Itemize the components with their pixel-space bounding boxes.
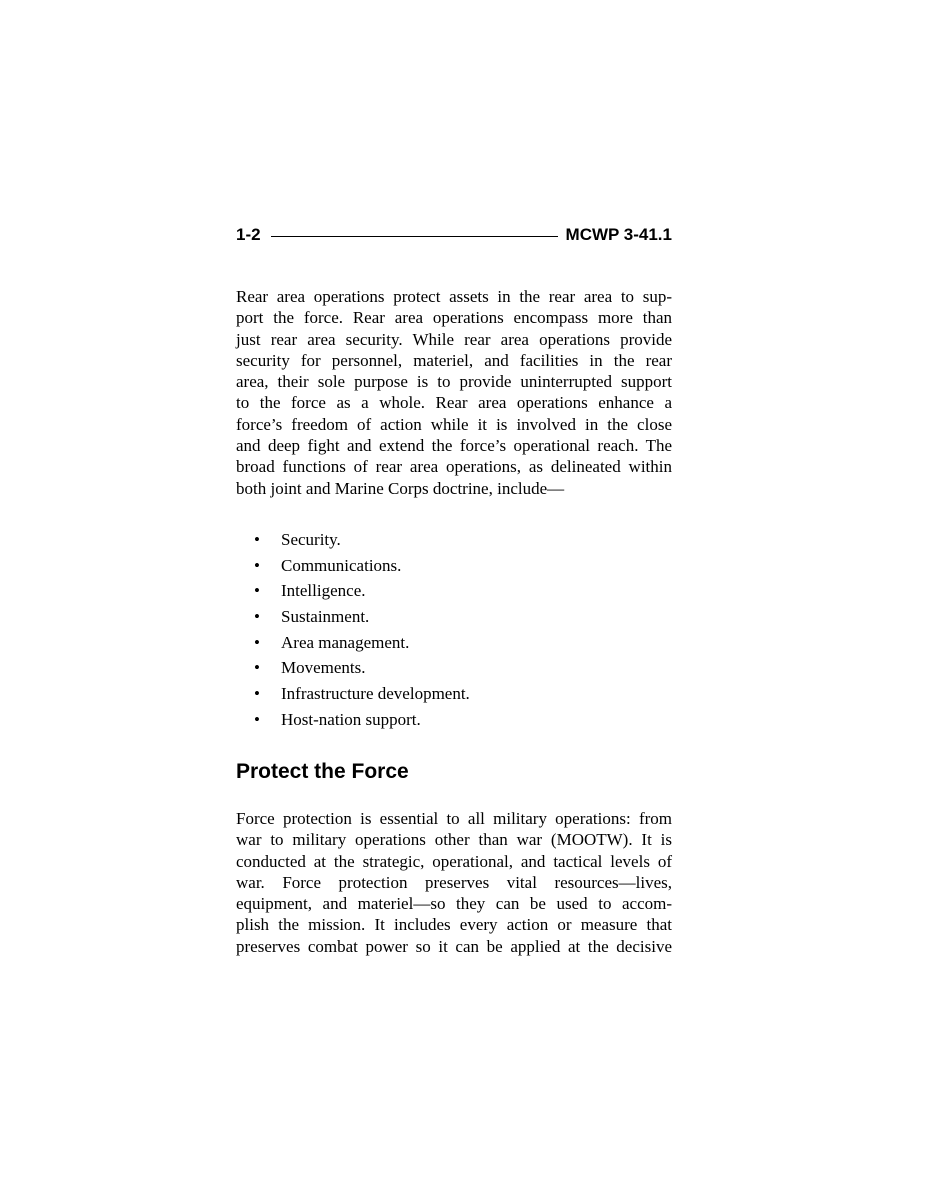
paragraph-rear-area-operations [236, 286, 672, 499]
list-item-text: Host-nation support. [281, 709, 421, 729]
text-line: plish the mission. It includes every action or measure that [236, 915, 672, 935]
text-line: to the force as a whole. Rear area operations enhance a [236, 393, 672, 413]
publication-id: MCWP 3-41.1 [565, 225, 672, 244]
bullet-icon: • [254, 684, 260, 704]
page-number: 1-2 [236, 225, 261, 244]
text-line: conducted at the strategic, operational, and tactical levels of [236, 851, 672, 871]
rear-area-functions-list [236, 529, 672, 735]
text-line: preserves combat power so it can be applied at the decisive [236, 936, 672, 956]
paragraph-force-protection [236, 808, 672, 957]
bullet-icon: • [254, 709, 260, 729]
list-item [236, 632, 672, 658]
text-line: and deep fight and extend the force’s operational reach. The [236, 436, 672, 456]
text-line: port the force. Rear area operations encompass more than [236, 308, 672, 328]
bullet-icon: • [254, 658, 260, 678]
list-item-text: Infrastructure development. [281, 684, 470, 704]
list-item [236, 555, 672, 581]
bullet-icon: • [254, 581, 260, 601]
bullet-icon: • [254, 530, 260, 549]
list-item-text: Intelligence. [281, 581, 366, 601]
text-line: security for personnel, materiel, and facilities in the rear [236, 350, 672, 370]
text-line: Rear area operations protect assets in the rear area to sup- [236, 287, 672, 306]
section-heading: Protect the Force [236, 760, 409, 783]
bullet-icon: • [254, 607, 260, 627]
text-line: just rear area security. While rear area operations provide [236, 329, 672, 349]
list-item [236, 657, 672, 683]
list-item [236, 709, 672, 735]
list-item-text: Sustainment. [281, 607, 370, 627]
list-item-text: Area management. [281, 632, 410, 652]
list-item [236, 529, 672, 555]
list-item-text: Communications. [281, 555, 402, 575]
text-line: war to military operations other than war (MOOTW). It is [236, 830, 672, 850]
running-header [236, 222, 672, 248]
text-line: broad functions of rear area operations, as delineated within [236, 457, 672, 477]
header-rule [271, 236, 558, 237]
text-line: war. Force protection preserves vital resources—lives, [236, 872, 672, 892]
text-line: force’s freedom of action while it is involved in the close [236, 414, 672, 434]
text-line: area, their sole purpose is to provide uninterrupted support [236, 372, 672, 392]
text-line: both joint and Marine Corps doctrine, include— [236, 478, 565, 498]
text-line: Force protection is essential to all military operations: from [236, 809, 672, 828]
bullet-icon: • [254, 555, 260, 575]
list-item-text: Movements. [281, 658, 366, 678]
list-item [236, 580, 672, 606]
text-line: equipment, and materiel—so they can be used to accom- [236, 894, 672, 914]
list-item [236, 606, 672, 632]
list-item-text: Security. [281, 530, 341, 549]
list-item [236, 683, 672, 709]
bullet-icon: • [254, 632, 260, 652]
